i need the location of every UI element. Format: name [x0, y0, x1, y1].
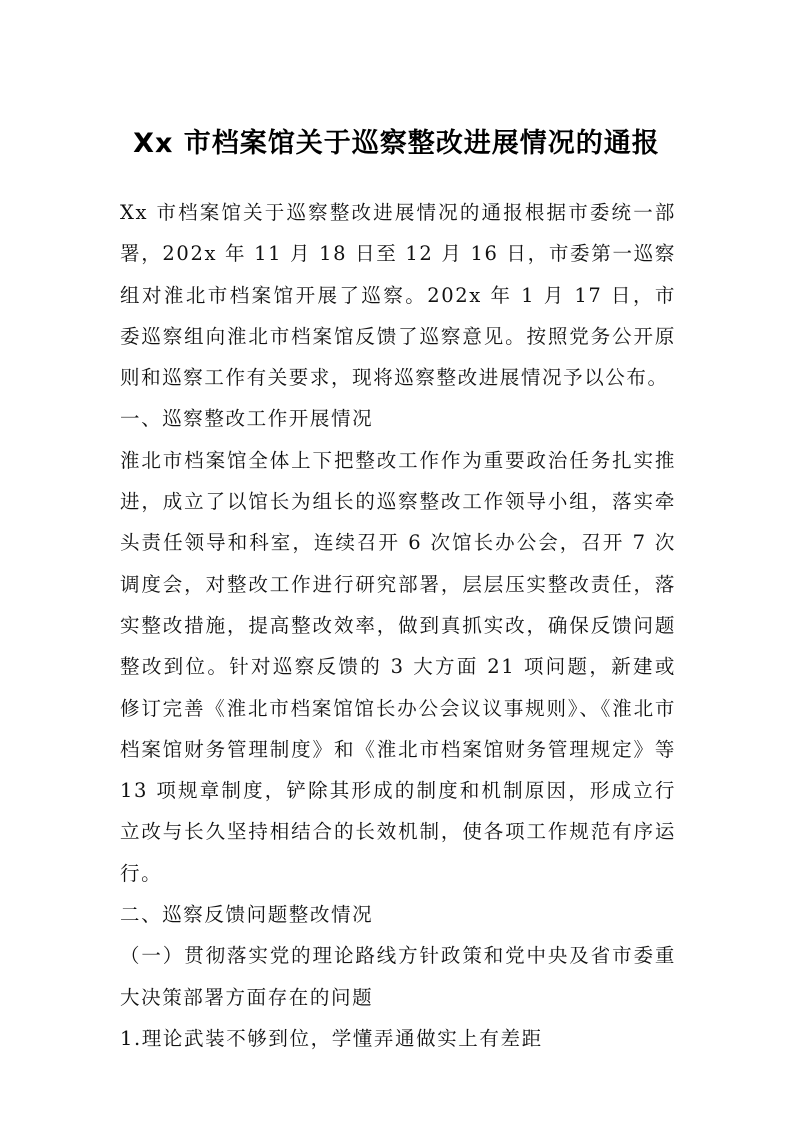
document-title: Xx 市档案馆关于巡察整改进展情况的通报 [133, 128, 660, 159]
subsection-heading-1: （一）贯彻落实党的理论路线方针政策和党中央及省市委重大决策部署方面存在的问题 [120, 944, 676, 1009]
section-1-paragraph: 淮北市档案馆全体上下把整改工作作为重要政治任务扎实推进，成立了以馆长为组长的巡察整改工作领导小组，落实牵头责任领导和科室，连续召开 6 次馆长办公会，召开 7 次调度会，对整改工作进行研究部署，层层压实整改责任，落实整改措施，提高整改效率，做到真抓实改，确保反馈问题整改到位。针对巡察反馈的 3 大方面 21 项问题，新建或修订完善《淮北市档案馆馆长办公会议议事规则》、《淮北市档案馆财务管理制度》和《淮北市档案馆财务管理规定》等 13 项规章制度，铲除其形成的制度和机制原因，形成立行立改与长久坚持相结合的长效机制，使各项工作规范有序运行。 [120, 448, 676, 885]
section-heading-1: 一、巡察整改工作开展情况 [120, 407, 374, 431]
item-heading-1: 1.理论武装不够到位，学懂弄通做实上有差距 [120, 1026, 543, 1050]
intro-paragraph: Xx 市档案馆关于巡察整改进展情况的通报根据市委统一部署，202x 年 11 月 18 日至 12 月 16 日，市委第一巡察组对淮北市档案馆开展了巡察。202x 年 1 月 17 日，市委巡察组向淮北市档案馆反馈了巡察意见。按照党务公开原则和巡察工作有关要求，现将巡察整改进展情况予以公布。 [120, 201, 676, 390]
section-heading-2: 二、巡察反馈问题整改情况 [120, 903, 374, 927]
document-body [120, 192, 676, 1059]
